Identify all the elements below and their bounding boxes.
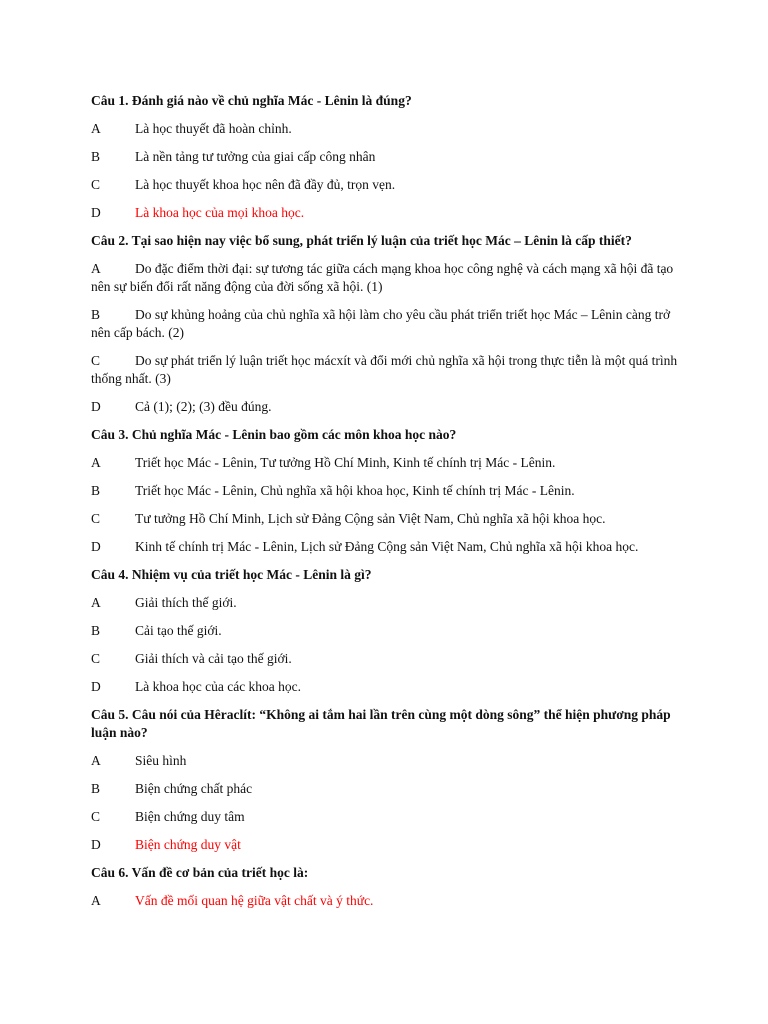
option-text: Tư tưởng Hồ Chí Minh, Lịch sử Đảng Cộng sản Việt Nam, Chủ nghĩa xã hội khoa học. xyxy=(135,511,606,526)
option-text: Do sự khủng hoảng của chủ nghĩa xã hội làm cho yêu cầu phát triển triết học Mác – Lênin càng trở nên cấp bách. (2) xyxy=(91,307,671,340)
option-letter: A xyxy=(91,595,101,610)
option-letter: C xyxy=(91,809,101,824)
option-b xyxy=(91,622,688,640)
option-text: Giải thích thế giới. xyxy=(135,595,237,610)
option-text: Cả (1); (2); (3) đều đúng. xyxy=(135,399,272,414)
option-b xyxy=(91,482,688,500)
option-letter: D xyxy=(91,837,101,852)
option-a xyxy=(91,892,688,910)
option-text: Là học thuyết đã hoàn chỉnh. xyxy=(135,121,292,136)
option-letter: D xyxy=(91,539,101,554)
option-text: Siêu hình xyxy=(135,753,187,768)
option-letter: D xyxy=(91,205,101,220)
option-text-correct: Biện chứng duy vật xyxy=(135,837,241,852)
question-1 xyxy=(91,92,688,222)
question-6 xyxy=(91,864,688,910)
option-text: Là khoa học của các khoa học. xyxy=(135,679,302,694)
option-letter: B xyxy=(91,623,101,638)
option-a xyxy=(91,752,688,770)
question-2 xyxy=(91,232,688,416)
question-title: Câu 5. Câu nói của Hêraclít: “Không ai tắm hai lần trên cùng một dòng sông” thể hiện phương pháp luận nào? xyxy=(91,707,671,740)
option-text: Triết học Mác - Lênin, Chủ nghĩa xã hội khoa học, Kinh tế chính trị Mác - Lênin. xyxy=(135,483,575,498)
option-text: Giải thích và cải tạo thế giới. xyxy=(135,651,292,666)
option-a xyxy=(91,594,688,612)
question-title: Câu 6. Vấn đề cơ bản của triết học là: xyxy=(91,865,309,880)
option-text: Kinh tế chính trị Mác - Lênin, Lịch sử Đảng Cộng sản Việt Nam, Chủ nghĩa xã hội khoa học. xyxy=(135,539,639,554)
option-d xyxy=(91,204,688,222)
option-c xyxy=(91,176,688,194)
option-c xyxy=(91,352,688,388)
option-a xyxy=(91,260,688,296)
option-letter: C xyxy=(91,353,101,368)
option-b xyxy=(91,780,688,798)
question-title: Câu 2. Tại sao hiện nay việc bổ sung, phát triển lý luận của triết học Mác – Lênin là cấp thiết? xyxy=(91,233,632,248)
option-letter: C xyxy=(91,177,101,192)
option-text: Do đặc điểm thời đại: sự tương tác giữa cách mạng khoa học công nghệ và cách mạng xã hội đã tạo nên sự biến đổi rất năng động của đời sống xã hội. (1) xyxy=(91,261,674,294)
option-letter: B xyxy=(91,149,101,164)
option-text-correct: Là khoa học của mọi khoa học. xyxy=(135,205,305,220)
option-c xyxy=(91,808,688,826)
option-d xyxy=(91,538,688,556)
option-b xyxy=(91,148,688,166)
option-letter: A xyxy=(91,455,101,470)
question-title: Câu 1. Đánh giá nào về chủ nghĩa Mác - Lênin là đúng? xyxy=(91,93,412,108)
option-text: Cải tạo thế giới. xyxy=(135,623,222,638)
option-c xyxy=(91,510,688,528)
option-letter: A xyxy=(91,121,101,136)
question-title: Câu 4. Nhiệm vụ của triết học Mác - Lênin là gì? xyxy=(91,567,372,582)
option-letter: B xyxy=(91,781,101,796)
question-4 xyxy=(91,566,688,696)
option-a xyxy=(91,454,688,472)
option-d xyxy=(91,398,688,416)
option-text: Biện chứng duy tâm xyxy=(135,809,245,824)
option-text-correct: Vấn đề mối quan hệ giữa vật chất và ý thức. xyxy=(135,893,374,908)
question-title: Câu 3. Chủ nghĩa Mác - Lênin bao gồm các môn khoa học nào? xyxy=(91,427,457,442)
option-letter: C xyxy=(91,651,101,666)
option-d xyxy=(91,836,688,854)
option-text: Triết học Mác - Lênin, Tư tưởng Hồ Chí Minh, Kinh tế chính trị Mác - Lênin. xyxy=(135,455,556,470)
option-letter: D xyxy=(91,399,101,414)
option-letter: A xyxy=(91,261,101,276)
option-letter: B xyxy=(91,307,101,322)
option-letter: B xyxy=(91,483,101,498)
option-letter: A xyxy=(91,893,101,908)
option-letter: D xyxy=(91,679,101,694)
option-letter: C xyxy=(91,511,101,526)
option-text: Biện chứng chất phác xyxy=(135,781,253,796)
option-c xyxy=(91,650,688,668)
option-b xyxy=(91,306,688,342)
option-letter: A xyxy=(91,753,101,768)
question-3 xyxy=(91,426,688,556)
option-text: Do sự phát triển lý luận triết học mácxít và đổi mới chủ nghĩa xã hội trong thực tiễn là một quá trình thống nhất. (3) xyxy=(91,353,678,386)
option-d xyxy=(91,678,688,696)
option-a xyxy=(91,120,688,138)
question-5 xyxy=(91,706,688,854)
option-text: Là học thuyết khoa học nên đã đầy đủ, trọn vẹn. xyxy=(135,177,396,192)
option-text: Là nền tảng tư tưởng của giai cấp công nhân xyxy=(135,149,376,164)
